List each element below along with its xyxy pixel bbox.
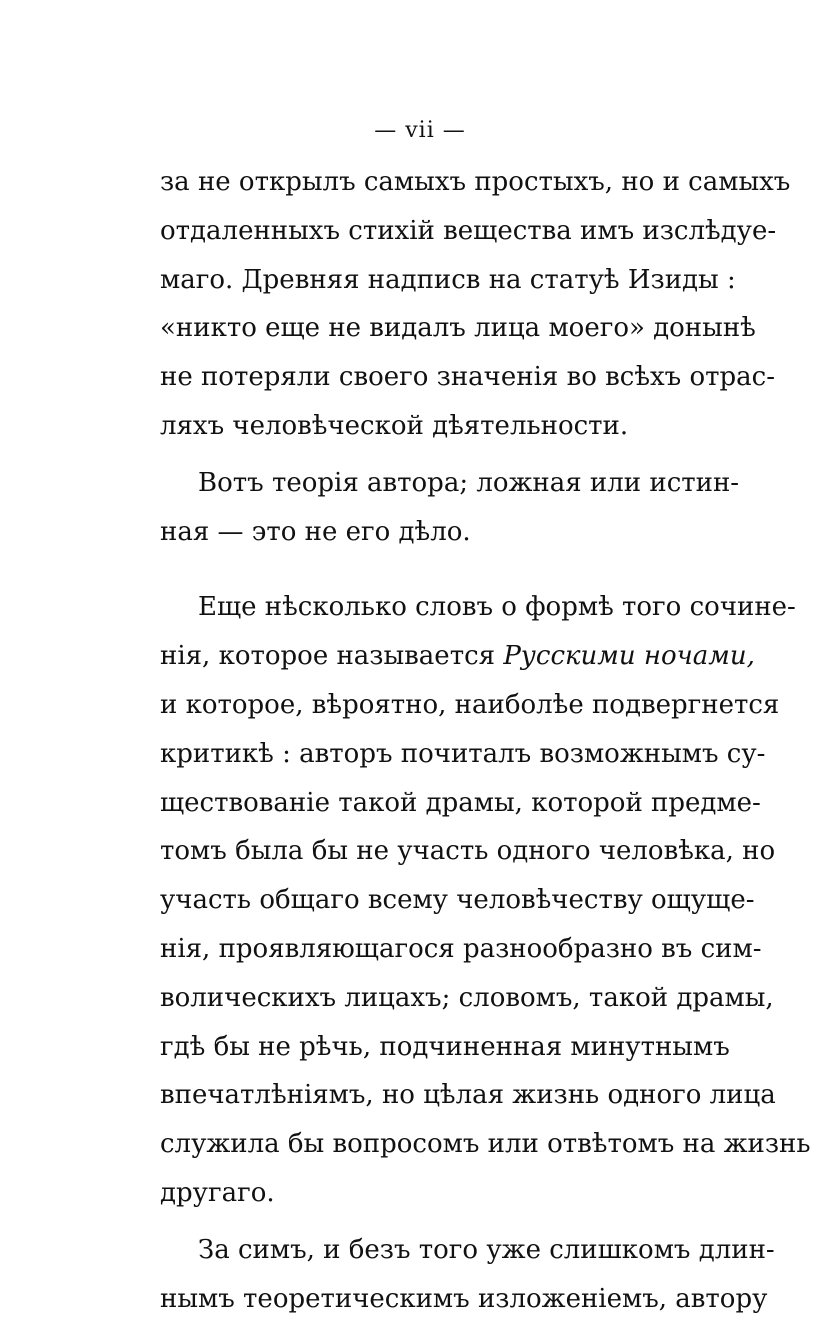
page-number: — vii —	[374, 118, 466, 143]
text-line: томъ была бы не участь одного человѣка, но	[160, 836, 776, 867]
text-line: нія, проявляющагося разнообразно въ сим-	[160, 933, 762, 964]
text-line: Вотъ теорія автора; ложная или истин-	[198, 467, 740, 498]
text-line: другаго.	[160, 1177, 275, 1208]
text-line: ляхъ человѣческой дѣятельности.	[160, 410, 629, 441]
text-body	[160, 158, 811, 1323]
text-fragment: нія, которое называется	[160, 641, 504, 672]
text-line: впечатлѣніямъ, но цѣлая жизнь одного лица	[160, 1080, 776, 1111]
paragraph-1	[160, 158, 791, 451]
text-line: маго. Древняя надписв на статуѣ Изиды :	[160, 264, 736, 295]
text-line: ная — это не его дѣло.	[160, 516, 471, 547]
text-line: за не открылъ самыхъ простыхъ, но и самыхъ	[160, 167, 791, 197]
paragraph-4	[160, 1226, 775, 1323]
text-line: Еще нѣсколько словъ о формѣ того сочине-	[198, 592, 796, 623]
paragraph-3	[160, 583, 811, 1217]
text-line: нымъ теоретическимъ изложеніемъ, автору	[160, 1283, 768, 1314]
text-line: За симъ, и безъ того уже слишкомъ длин-	[198, 1234, 775, 1265]
work-title: Русскими ночами,	[503, 641, 755, 672]
text-line: отдаленныхъ стихій вещества имъ изслѣдуе-	[160, 215, 777, 246]
text-line: ществованіе такой драмы, которой предме-	[160, 787, 761, 818]
text-line: волическихъ лицахъ; словомъ, такой драмы,	[160, 982, 774, 1013]
paragraph-2	[160, 459, 740, 557]
text-line: критикѣ : авторъ почиталъ возможнымъ су-	[160, 738, 766, 769]
text-line: участь общаго всему человѣчеству ощуще-	[160, 885, 755, 916]
text-line-with-title	[160, 632, 755, 681]
text-line: служила бы вопросомъ или отвѣтомъ на жизнь	[160, 1129, 811, 1160]
text-line: гдѣ бы не рѣчь, подчиненная минутнымъ	[160, 1031, 730, 1062]
text-line: и которое, вѣроятно, наиболѣе подвергнется	[160, 689, 780, 720]
text-line: не потеряли своего значенія во всѣхъ отрас-	[160, 362, 775, 393]
text-line: «никто еще не видалъ лица моего» донынѣ	[160, 313, 756, 344]
